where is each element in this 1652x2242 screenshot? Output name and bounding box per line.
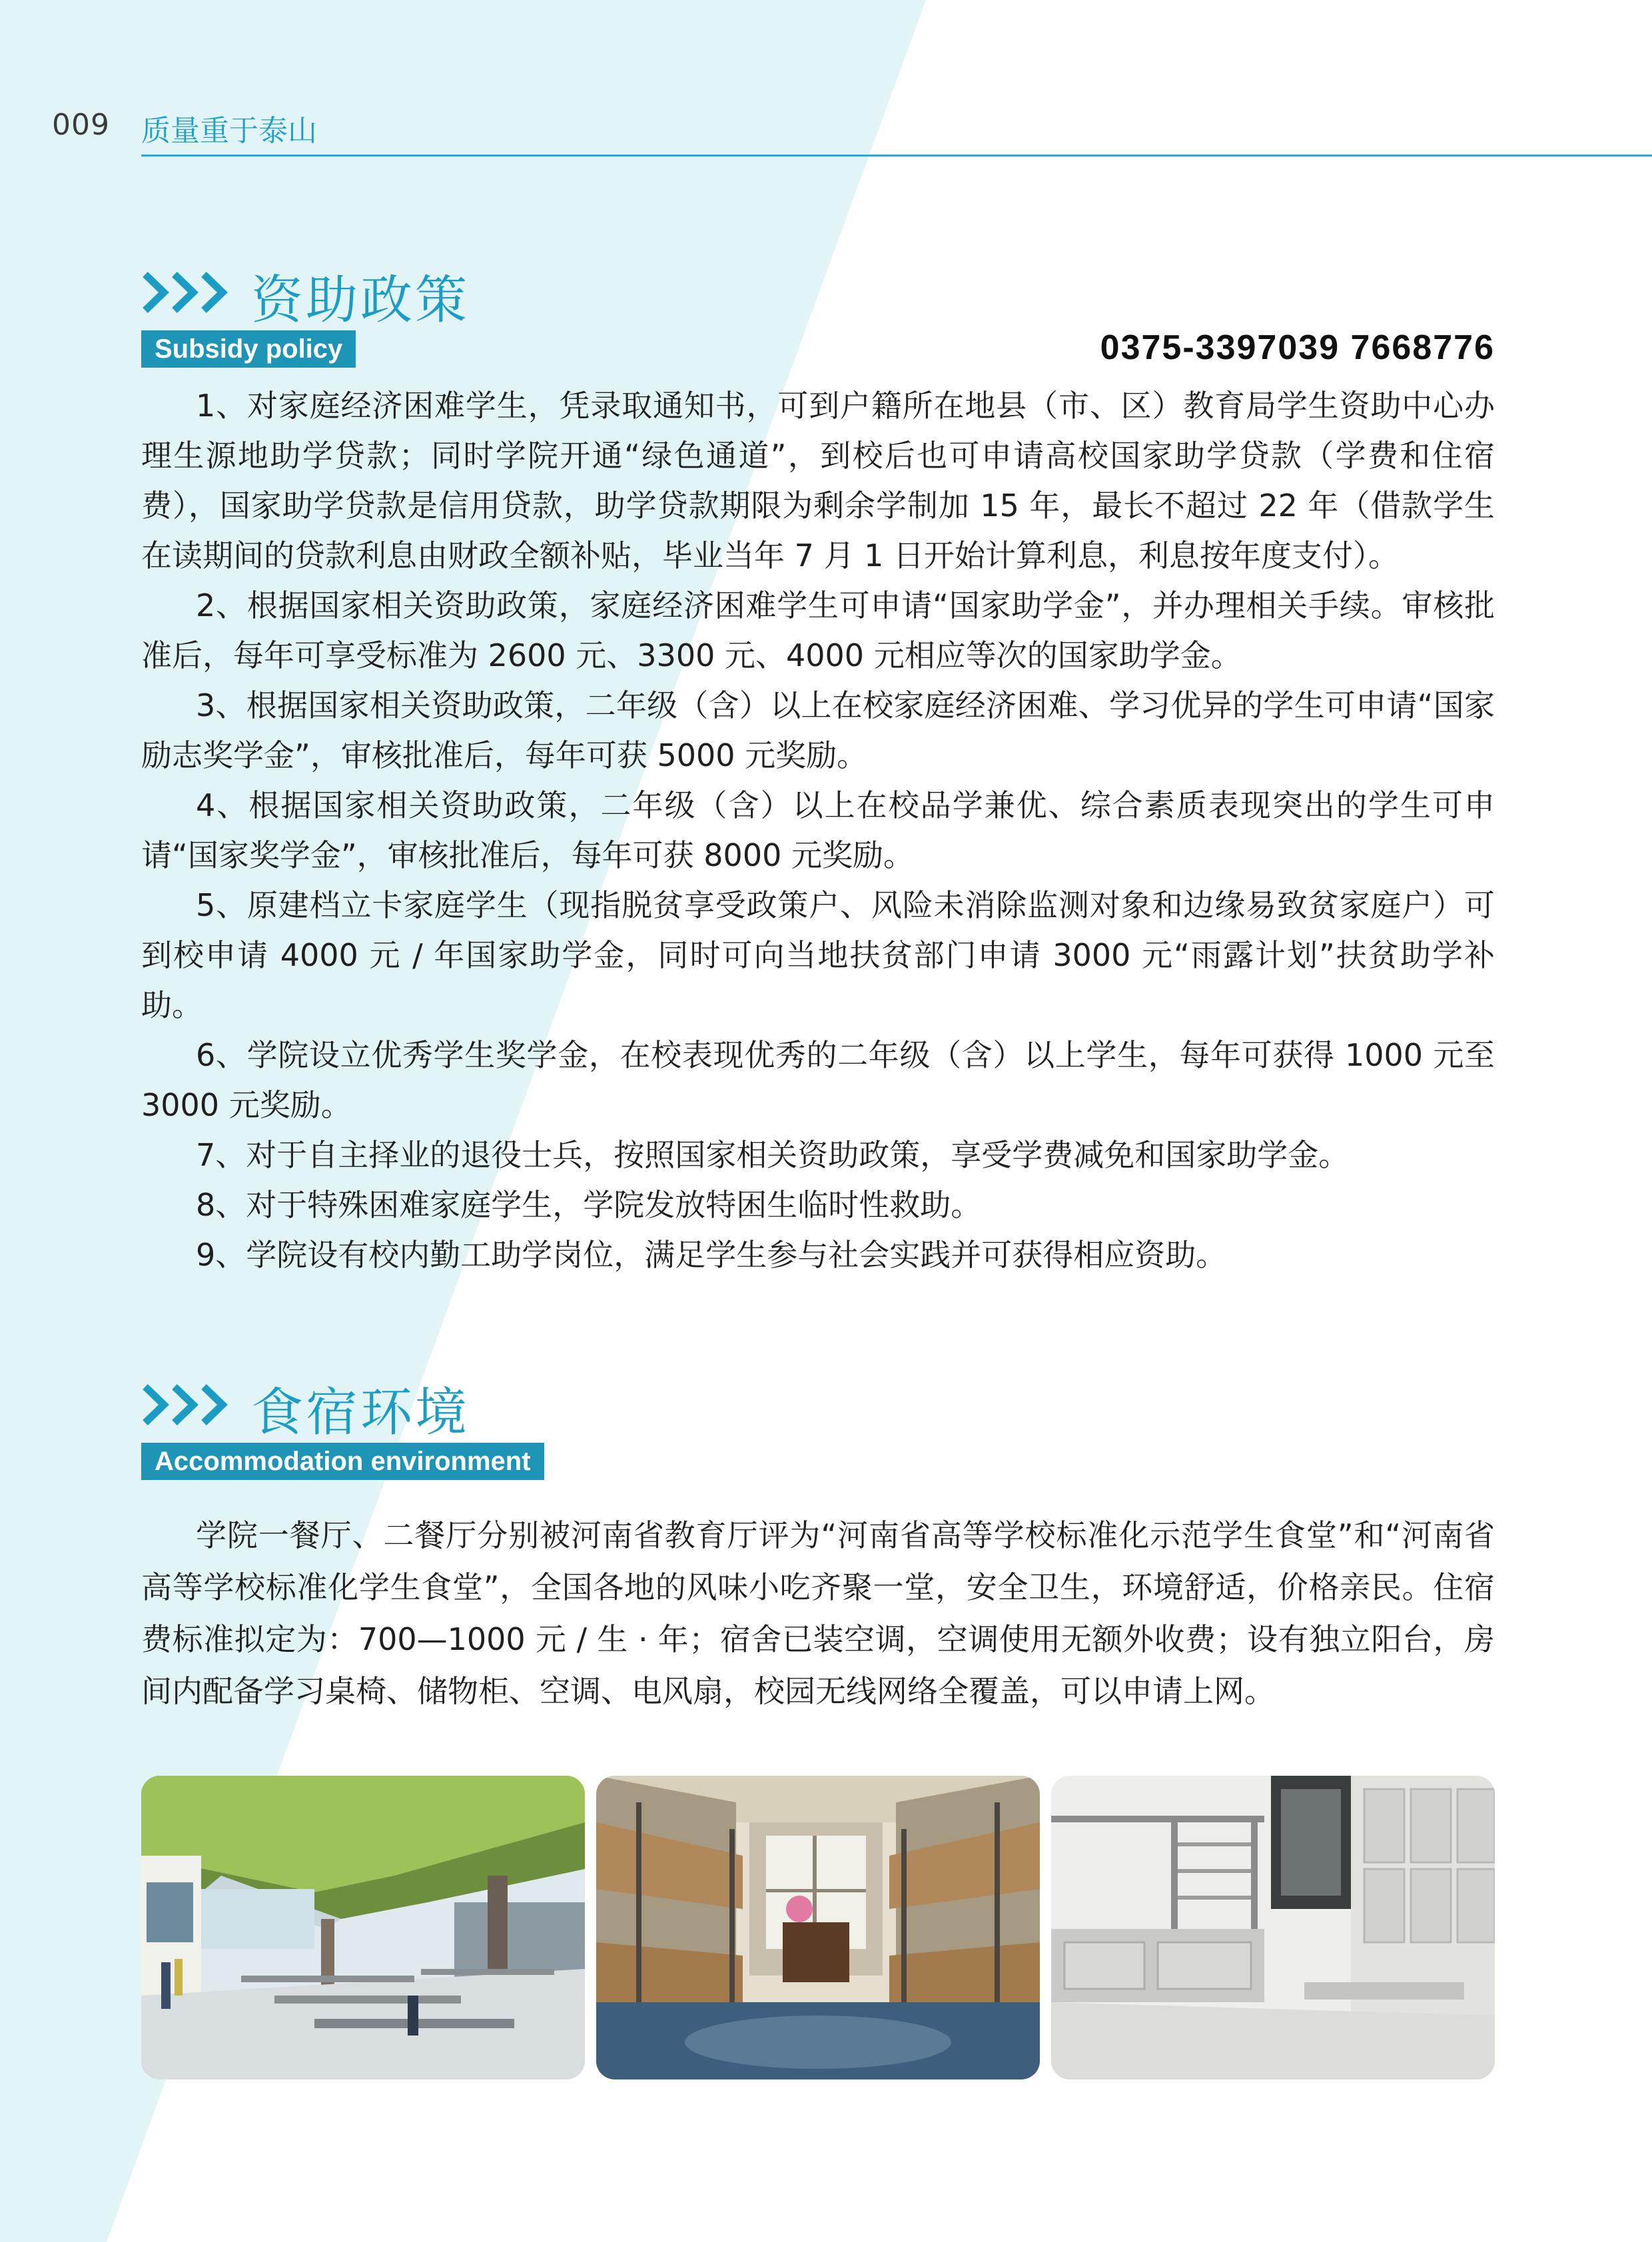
subsidy-policy-list [141, 381, 1495, 1280]
policy-item: 7、对于自主择业的退役士兵，按照国家相关资助政策，享受学费减免和国家助学金。 [196, 1137, 1350, 1173]
cafeteria-photo [141, 1776, 585, 2079]
chevrons-icon [141, 269, 234, 316]
policy-item: 8、对于特殊困难家庭学生，学院发放特困生临时性救助。 [196, 1187, 982, 1223]
policy-item: 6、学院设立优秀学生奖学金，在校表现优秀的二年级（含）以上学生，每年可获得 1000 元至 3000 元奖励。 [141, 1037, 1495, 1123]
subsidy-title: 资助政策 [251, 270, 470, 330]
accommodation-paragraph: 学院一餐厅、二餐厅分别被河南省教育厅评为“河南省高等学校标准化示范学生食堂”和“河南省高等学校标准化学生食堂”，全国各地的风味小吃齐聚一堂，安全卫生，环境舒适，价格亲民。住宿费标准拟定为：700—1000 元 / 生 · 年；宿舍已装空调，空调使用无额外收费；设有独立阳台，房间内配备学习桌椅、储物柜、空调、电风扇，校园无线网络全覆盖，可以申请上网。 [141, 1517, 1495, 1709]
page-number: 009 [52, 108, 110, 142]
dormitory-photo-1 [596, 1776, 1040, 2079]
policy-item: 4、根据国家相关资助政策，二年级（含）以上在校品学兼优、综合素质表现突出的学生可申请“国家奖学金”，审核批准后，每年可获 8000 元奖励。 [141, 787, 1495, 873]
chevrons-icon [141, 1381, 234, 1428]
policy-item: 9、学院设有校内勤工助学岗位，满足学生参与社会实践并可获得相应资助。 [196, 1237, 1227, 1273]
policy-item: 1、对家庭经济困难学生，凭录取通知书，可到户籍所在地县（市、区）教育局学生资助中心办理生源地助学贷款；同时学院开通“绿色通道”，到校后也可申请高校国家助学贷款（学费和住宿费），国家助学贷款是信用贷款，助学贷款期限为剩余学制加 15 年，最长不超过 22 年（借款学生在读期间的贷款利息由财政全额补贴，毕业当年 7 月 1 日开始计算利息，利息按年度支付）。 [141, 388, 1495, 573]
policy-item: 2、根据国家相关资助政策，家庭经济困难学生可申请“国家助学金”，并办理相关手续。审核批准后，每年可享受标准为 2600 元、3300 元、4000 元相应等次的国家助学金。 [141, 587, 1495, 673]
accommodation-tag: Accommodation environment [141, 1443, 544, 1480]
dormitory-photo-2 [1051, 1776, 1495, 2079]
policy-item: 3、根据国家相关资助政策，二年级（含）以上在校家庭经济困难、学习优异的学生可申请“国家励志奖学金”，审核批准后，每年可获 5000 元奖励。 [141, 687, 1495, 773]
accommodation-title: 食宿环境 [251, 1383, 470, 1443]
running-title: 质量重于泰山 [141, 114, 317, 148]
contact-phone: 0375-3397039 7668776 [1100, 328, 1495, 367]
subsidy-tag: Subsidy policy [141, 330, 356, 368]
header-rule [141, 155, 1652, 157]
policy-item: 5、原建档立卡家庭学生（现指脱贫享受政策户、风险未消除监测对象和边缘易致贫家庭户）可到校申请 4000 元 / 年国家助学金，同时可向当地扶贫部门申请 3000 元“雨露计划”扶贫助学补助。 [141, 887, 1495, 1023]
accommodation-text [141, 1509, 1495, 1717]
